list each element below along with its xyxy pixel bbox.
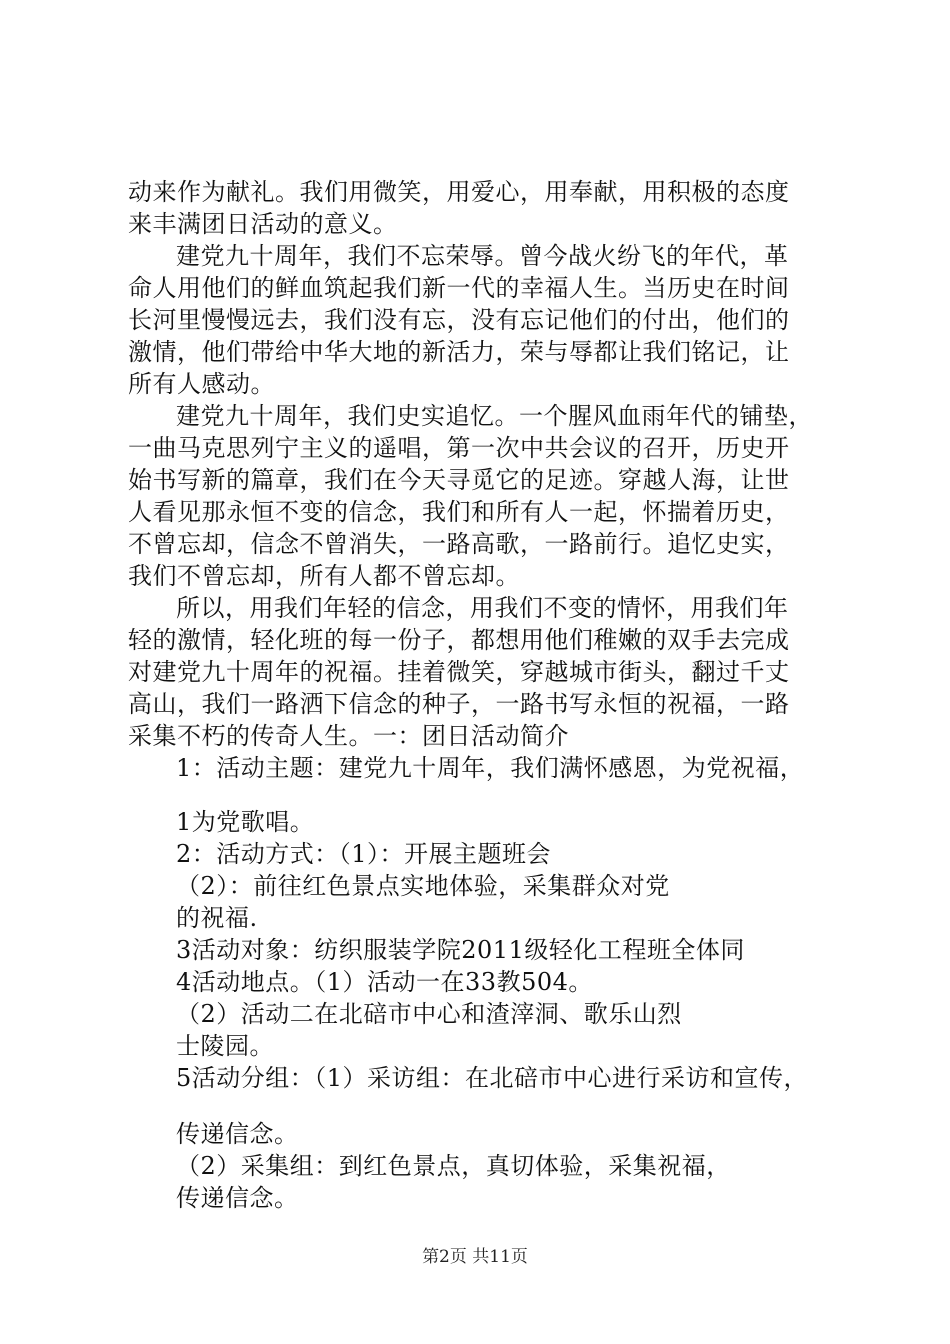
text-line: 动来作为献礼。我们用微笑，用爱心，用奉献，用积极的态度 xyxy=(128,178,790,206)
text-line: 对建党九十周年的祝福。挂着微笑，穿越城市街头，翻过千丈 xyxy=(128,658,790,686)
text-line: 来丰满团日活动的意义。 xyxy=(128,210,398,238)
list-item-line: （2）：前往红色景点实地体验，采集群众对党 xyxy=(176,872,670,900)
text-line: 激情，他们带给中华大地的新活力，荣与辱都让我们铭记，让 xyxy=(128,338,790,366)
text-line: 长河里慢慢远去，我们没有忘，没有忘记他们的付出，他们的 xyxy=(128,306,790,334)
text-line: 所有人感动。 xyxy=(128,370,275,398)
list-item-line: 士陵园。 xyxy=(176,1032,274,1060)
list-item-line: 传递信念。 xyxy=(176,1120,299,1148)
text-line: 不曾忘却，信念不曾消失，一路高歌，一路前行。追忆史实， xyxy=(128,530,790,558)
list-item-line: （2）采集组：到红色景点，真切体验，采集祝福， xyxy=(176,1152,731,1180)
list-item-line: （2）活动二在北碚市中心和渣滓洞、歌乐山烈 xyxy=(176,1000,682,1028)
list-item-line: 传递信念。 xyxy=(176,1184,299,1212)
list-item-line: 5活动分组：（1）采访组：在北碚市中心进行采访和宣传， xyxy=(176,1064,809,1092)
list-item-line: 4活动地点。（1）活动一在33教504。 xyxy=(176,968,593,996)
text-line: 始书写新的篇章，我们在今天寻觅它的足迹。穿越人海，让世 xyxy=(128,466,790,494)
text-line: 一曲马克思列宁主义的遥唱，第一次中共会议的召开，历史开 xyxy=(128,434,790,462)
text-line: 命人用他们的鲜血筑起我们新一代的幸福人生。当历史在时间 xyxy=(128,274,790,302)
list-item-line: 的祝福. xyxy=(176,904,258,932)
text-line: 高山，我们一路洒下信念的种子，一路书写永恒的祝福，一路 xyxy=(128,690,790,718)
list-item-line: 1为党歌唱。 xyxy=(176,808,315,836)
list-item-line: 1：活动主题：建党九十周年，我们满怀感恩，为党祝福， xyxy=(176,754,805,782)
list-item-line: 3活动对象：纺织服装学院2011级轻化工程班全体同 xyxy=(176,936,745,964)
page-number-footer: 第2页 共11页 xyxy=(422,1247,528,1267)
paragraph-start-line: 建党九十周年，我们不忘荣辱。曾今战火纷飞的年代，革 xyxy=(176,242,789,270)
list-item-line: 2：活动方式：（1）：开展主题班会 xyxy=(176,840,552,868)
text-line: 人看见那永恒不变的信念，我们和所有人一起，怀揣着历史， xyxy=(128,498,790,526)
text-line: 我们不曾忘却，所有人都不曾忘却。 xyxy=(128,562,520,590)
paragraph-start-line: 所以，用我们年轻的信念，用我们不变的情怀，用我们年 xyxy=(176,594,789,622)
text-line: 采集不朽的传奇人生。一：团日活动简介 xyxy=(128,722,569,750)
paragraph-start-line: 建党九十周年，我们史实追忆。一个腥风血雨年代的铺垫， xyxy=(176,402,813,430)
text-line: 轻的激情，轻化班的每一份子，都想用他们稚嫩的双手去完成 xyxy=(128,626,790,654)
